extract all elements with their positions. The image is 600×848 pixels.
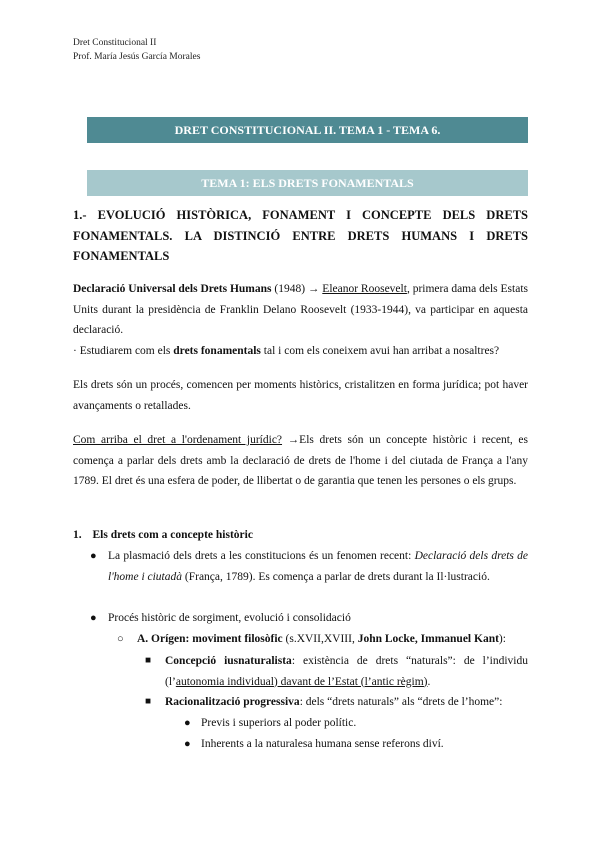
note-pre: · Estudiarem com els: [73, 344, 174, 357]
main-title-banner: [87, 117, 528, 143]
sq1-pre: : existència de drets “naturals”: de l’individu (l’: [165, 655, 529, 688]
list-item: [165, 692, 528, 713]
question-text: Com arriba el dret a l'ordenament jurídic?: [73, 434, 283, 446]
professor-name: Prof. María Jesús García Morales: [73, 52, 201, 62]
list-item: [108, 546, 528, 587]
square-marker: ■: [145, 655, 152, 666]
note-bold: drets fonamentals: [173, 344, 261, 357]
question-rest: →Els drets són un concepte històric i recent, es comença a parlar dels drets amb la declaració de drets de l'home i del ciutada de França a l'any 1789. El dret és una esfera de poder, de llibertat o de garantia que tenen les persones o els grups.: [73, 434, 528, 487]
paragraph-udhr: [73, 279, 528, 361]
note-post: tal i com els coneixem avui han arribat a nosaltres?: [260, 344, 500, 357]
circle-marker: ○: [117, 633, 124, 645]
running-header: [73, 36, 200, 64]
list-item: [165, 651, 528, 692]
bullet-marker: ●: [90, 612, 97, 624]
sq2-bold: Racionalització progressiva: [165, 696, 300, 708]
sq1-bold: Concepció iusnaturalista: [165, 655, 292, 667]
paragraph-process: Els drets són un procés, comencen per moments històrics, cristalitzen en forma jurídica; pot haver avançaments o retallades.: [73, 379, 528, 412]
main-title: DRET CONSTITUCIONAL II. TEMA 1 - TEMA 6.: [174, 122, 441, 137]
list-item: Procés històric de sorgiment, evolució i consolidació: [108, 612, 351, 624]
list-item: Previs i superiors al poder polític.: [201, 717, 357, 729]
udhr-year: (1948) →: [271, 283, 323, 295]
section-heading: 1.- EVOLUCIÓ HISTÒRICA, FONAMENT I CONCEPTE DELS DRETS FONAMENTALS. LA DISTINCIÓ ENTRE DRETS HUMANS I DRETS FONAMENTALS: [73, 208, 528, 263]
list-item: [137, 629, 528, 650]
bullet1-italic: Declaració dels drets de l'home i ciutadà: [108, 550, 529, 583]
list-heading: [73, 525, 528, 546]
bullet1-post: (França, 1789). Es comença a parlar de drets durant la Il·lustració.: [182, 570, 490, 583]
udhr-rest: , primera dama dels Estats Units durant la presidència de Franklin Delano Roosevelt (1933-1944), va participar en aquesta declaració.: [73, 283, 528, 336]
sq2-rest: : dels “drets naturals” als “drets de l’home”:: [299, 696, 503, 708]
sq1-underlined: autonomia individual) davant de l’Estat (l’antic règim): [175, 675, 428, 688]
sub-a-bold2: John Locke, Immanuel Kant: [357, 633, 499, 645]
list-number: 1.: [73, 529, 82, 541]
list-item: Inherents a la naturalesa humana sense referons diví.: [201, 738, 444, 750]
sub-a-end: ):: [498, 633, 506, 645]
square-marker: ■: [145, 696, 152, 707]
course-name: Dret Constitucional II: [73, 38, 157, 48]
list-title: Els drets com a concepte històric: [92, 529, 253, 541]
topic-banner: [87, 170, 528, 196]
bullet1-pre: La plasmació dels drets a les constitucions és un fenomen recent:: [108, 550, 415, 562]
bullet-marker: ●: [184, 738, 191, 750]
bullet-marker: ●: [90, 550, 97, 562]
paragraph-question: [73, 430, 528, 492]
sub-a-bold: A. Orígen: moviment filosòfic: [137, 633, 283, 645]
udhr-title: Declaració Universal dels Drets Humans: [73, 283, 272, 295]
sub-a-mid: (s.XVII,XVIII,: [282, 633, 358, 645]
bullet-marker: ●: [184, 717, 191, 729]
topic-title: TEMA 1: ELS DRETS FONAMENTALS: [201, 175, 414, 190]
person-name: Eleanor Roosevelt: [322, 283, 407, 295]
sq1-end: .: [427, 675, 431, 688]
